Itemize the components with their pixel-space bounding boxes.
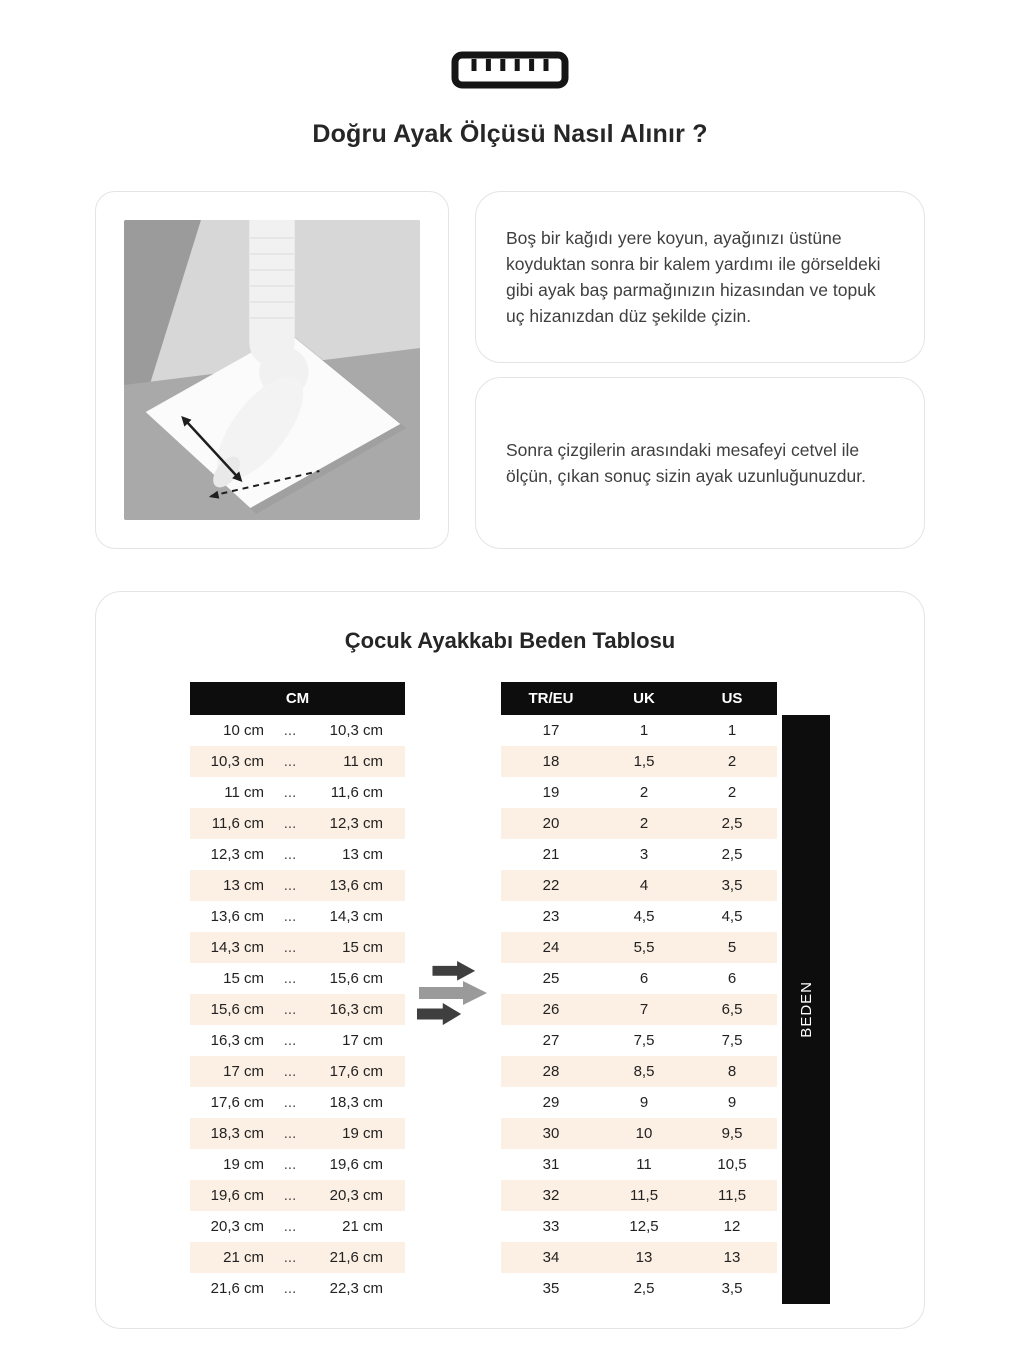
size-tr-eu: 22 (542, 877, 560, 894)
size-uk: 4,5 (633, 908, 655, 925)
size-us: 2,5 (721, 846, 743, 863)
intl-size-table (501, 682, 777, 1304)
size-uk: 5,5 (633, 939, 655, 956)
size-us: 6 (727, 970, 737, 987)
size-row (501, 715, 777, 746)
ellipsis-separator: ... (283, 846, 297, 863)
cm-range-max: 22,3 cm (329, 1280, 383, 1297)
size-row (501, 994, 777, 1025)
ellipsis-separator: ... (283, 1094, 297, 1111)
size-tr-eu: 20 (542, 815, 560, 832)
cm-range-min: 18,3 cm (210, 1125, 264, 1142)
size-row (501, 901, 777, 932)
ellipsis-separator: ... (283, 1032, 297, 1049)
ellipsis-separator: ... (283, 1156, 297, 1173)
size-us: 1 (727, 722, 737, 739)
size-tr-eu: 28 (542, 1063, 560, 1080)
ellipsis-separator: ... (283, 1249, 297, 1266)
cm-range-max: 15 cm (342, 939, 383, 956)
size-row (501, 1149, 777, 1180)
cm-range-max: 13 cm (342, 846, 383, 863)
size-uk: 2,5 (633, 1280, 655, 1297)
cm-range-max: 19 cm (342, 1125, 383, 1142)
ellipsis-separator: ... (283, 970, 297, 987)
cm-range-min: 14,3 cm (210, 939, 264, 956)
cm-range-max: 14,3 cm (329, 908, 383, 925)
cm-range-max: 15,6 cm (329, 970, 383, 987)
foot-photo-illustration (124, 220, 420, 520)
size-row (501, 1180, 777, 1211)
size-uk: 4 (639, 877, 649, 894)
cm-range-row (190, 1118, 405, 1149)
size-uk: 11,5 (629, 1187, 659, 1204)
size-us: 11,5 (717, 1187, 747, 1204)
cm-range-row (190, 1273, 405, 1304)
size-tr-eu: 24 (542, 939, 560, 956)
cm-range-min: 15,6 cm (210, 1001, 264, 1018)
size-row (501, 808, 777, 839)
cm-range-row (190, 901, 405, 932)
cm-range-row (190, 963, 405, 994)
ellipsis-separator: ... (283, 722, 297, 739)
size-us: 2,5 (721, 815, 743, 832)
size-tr-eu: 25 (542, 970, 560, 987)
size-tr-eu: 19 (542, 784, 560, 801)
cm-range-min: 19,6 cm (210, 1187, 264, 1204)
cm-range-row (190, 870, 405, 901)
cm-range-min: 13,6 cm (210, 908, 264, 925)
size-tr-eu: 30 (542, 1125, 560, 1142)
size-uk: 9 (639, 1094, 649, 1111)
size-us: 3,5 (721, 1280, 743, 1297)
size-uk: 6 (639, 970, 649, 987)
beden-side-bar (782, 715, 830, 1304)
size-tr-eu: 29 (542, 1094, 560, 1111)
cm-range-row (190, 1180, 405, 1211)
cm-range-row (190, 1087, 405, 1118)
size-row (501, 746, 777, 777)
size-us: 10,5 (717, 1156, 747, 1173)
cm-range-row (190, 746, 405, 777)
cm-range-max: 17 cm (342, 1032, 383, 1049)
size-uk: 3 (639, 846, 649, 863)
cm-range-min: 11,6 cm (211, 815, 264, 832)
size-tr-eu: 32 (542, 1187, 560, 1204)
size-us: 7,5 (721, 1032, 743, 1049)
intl-size-table-header (501, 682, 777, 715)
size-tr-eu: 26 (542, 1001, 560, 1018)
cm-range-max: 13,6 cm (329, 877, 383, 894)
cm-range-row (190, 839, 405, 870)
size-us: 13 (723, 1249, 741, 1266)
instruction-box-1 (475, 191, 925, 363)
size-uk: 7,5 (633, 1032, 655, 1049)
size-tr-eu: 23 (542, 908, 560, 925)
size-tables (96, 682, 924, 1304)
cm-range-max: 21,6 cm (329, 1249, 383, 1266)
instruction-boxes (475, 191, 925, 549)
size-uk: 10 (635, 1125, 653, 1142)
size-row (501, 870, 777, 901)
size-guide-panel (95, 591, 925, 1329)
cm-range-min: 17,6 cm (210, 1094, 264, 1111)
ellipsis-separator: ... (283, 753, 297, 770)
cm-range-min: 20,3 cm (210, 1218, 264, 1235)
size-row (501, 1273, 777, 1304)
cm-range-max: 21 cm (342, 1218, 383, 1235)
size-uk: 8,5 (633, 1063, 655, 1080)
size-uk: 1,5 (633, 753, 655, 770)
cm-range-row (190, 932, 405, 963)
cm-range-max: 20,3 cm (329, 1187, 383, 1204)
instruction-box-2 (475, 377, 925, 549)
instruction-text-2: Sonra çizgilerin arasındaki mesafeyi cetvel ile ölçün, çıkan sonuç sizin ayak uzunluğunuzdur. (506, 439, 866, 486)
instruction-text-1: Boş bir kağıdı yere koyun, ayağınızı üstüne koyduktan sonra bir kalem yardımı ile görseldeki gibi ayak baş parmağınızın hizasından ve topuk uç hizanızdan düz şekilde çizin. (506, 227, 881, 327)
size-us: 9 (727, 1094, 737, 1111)
cm-range-row (190, 777, 405, 808)
size-us: 12 (723, 1218, 741, 1235)
size-row (501, 1087, 777, 1118)
ellipsis-separator: ... (283, 1187, 297, 1204)
size-tr-eu: 27 (542, 1032, 560, 1049)
size-row (501, 777, 777, 808)
size-row (501, 839, 777, 870)
size-us: 4,5 (721, 908, 743, 925)
size-tr-eu: 21 (542, 846, 560, 863)
size-uk: 13 (635, 1249, 653, 1266)
beden-label: BEDEN (797, 981, 815, 1038)
size-row (501, 1056, 777, 1087)
ellipsis-separator: ... (283, 1280, 297, 1297)
cm-range-min: 17 cm (223, 1063, 264, 1080)
size-us: 9,5 (721, 1125, 743, 1142)
cm-range-min: 11 cm (224, 784, 264, 801)
size-uk: 11 (636, 1156, 652, 1173)
cm-range-max: 12,3 cm (329, 815, 383, 832)
cm-range-min: 10,3 cm (210, 753, 264, 770)
size-uk: 7 (639, 1001, 649, 1018)
size-table-rows (501, 715, 777, 1304)
ellipsis-separator: ... (283, 815, 297, 832)
cm-range-max: 11,6 cm (330, 784, 383, 801)
cm-range-min: 15 cm (223, 970, 264, 987)
cm-range-row (190, 1056, 405, 1087)
ellipsis-separator: ... (283, 784, 297, 801)
size-tr-eu: 35 (542, 1280, 560, 1297)
size-row (501, 1025, 777, 1056)
cm-range-row (190, 1025, 405, 1056)
size-tr-eu: 33 (542, 1218, 560, 1235)
size-us: 3,5 (721, 877, 743, 894)
cm-table-header (190, 682, 405, 715)
size-tr-eu: 34 (542, 1249, 560, 1266)
cm-range-min: 12,3 cm (210, 846, 264, 863)
size-us: 6,5 (721, 1001, 743, 1018)
main-content (95, 191, 925, 1329)
size-row (501, 963, 777, 994)
ellipsis-separator: ... (283, 908, 297, 925)
cm-range-row (190, 994, 405, 1025)
measurement-howto-section (95, 191, 925, 549)
cm-range-row (190, 1242, 405, 1273)
size-table-title: Çocuk Ayakkabı Beden Tablosu (344, 628, 676, 653)
size-tr-eu: 31 (542, 1156, 560, 1173)
cm-range-max: 17,6 cm (329, 1063, 383, 1080)
size-uk: 2 (639, 784, 649, 801)
cm-range-row (190, 1149, 405, 1180)
cm-range-table (190, 682, 405, 1304)
size-row (501, 932, 777, 963)
cm-range-min: 13 cm (223, 877, 264, 894)
ellipsis-separator: ... (283, 877, 297, 894)
cm-range-row (190, 715, 405, 746)
cm-range-max: 18,3 cm (329, 1094, 383, 1111)
page-title: Doğru Ayak Ölçüsü Nasıl Alınır ? (312, 120, 708, 148)
cm-range-max: 11 cm (343, 753, 383, 770)
size-tr-eu: 18 (542, 753, 560, 770)
cm-range-row (190, 808, 405, 839)
size-us: 8 (727, 1063, 737, 1080)
size-uk: 2 (639, 815, 649, 832)
ellipsis-separator: ... (283, 1218, 297, 1235)
size-row (501, 1242, 777, 1273)
cm-range-min: 19 cm (223, 1156, 264, 1173)
cm-range-max: 10,3 cm (329, 722, 383, 739)
header-uk: UK (633, 690, 655, 707)
foot-measurement-photo (95, 191, 449, 549)
header-us: US (721, 690, 743, 707)
ruler-icon (0, 0, 1020, 90)
ellipsis-separator: ... (283, 1125, 297, 1142)
size-row (501, 1118, 777, 1149)
size-row (501, 1211, 777, 1242)
ellipsis-separator: ... (283, 1001, 297, 1018)
size-uk: 1 (639, 722, 649, 739)
cm-range-min: 21 cm (223, 1249, 264, 1266)
cm-range-max: 19,6 cm (329, 1156, 383, 1173)
ellipsis-separator: ... (283, 1063, 297, 1080)
cm-header-label: CM (285, 690, 310, 707)
cm-range-min: 21,6 cm (210, 1280, 264, 1297)
cm-range-max: 16,3 cm (329, 1001, 383, 1018)
ellipsis-separator: ... (283, 939, 297, 956)
size-tr-eu: 17 (542, 722, 560, 739)
cm-range-min: 16,3 cm (210, 1032, 264, 1049)
double-right-arrows-icon (405, 682, 501, 1304)
size-us: 5 (727, 939, 737, 956)
size-uk: 12,5 (629, 1218, 659, 1235)
cm-range-min: 10 cm (223, 722, 264, 739)
size-us: 2 (727, 784, 737, 801)
cm-range-row (190, 1211, 405, 1242)
cm-table-rows (190, 715, 405, 1304)
size-us: 2 (727, 753, 737, 770)
header-tr-eu: TR/EU (528, 690, 574, 707)
